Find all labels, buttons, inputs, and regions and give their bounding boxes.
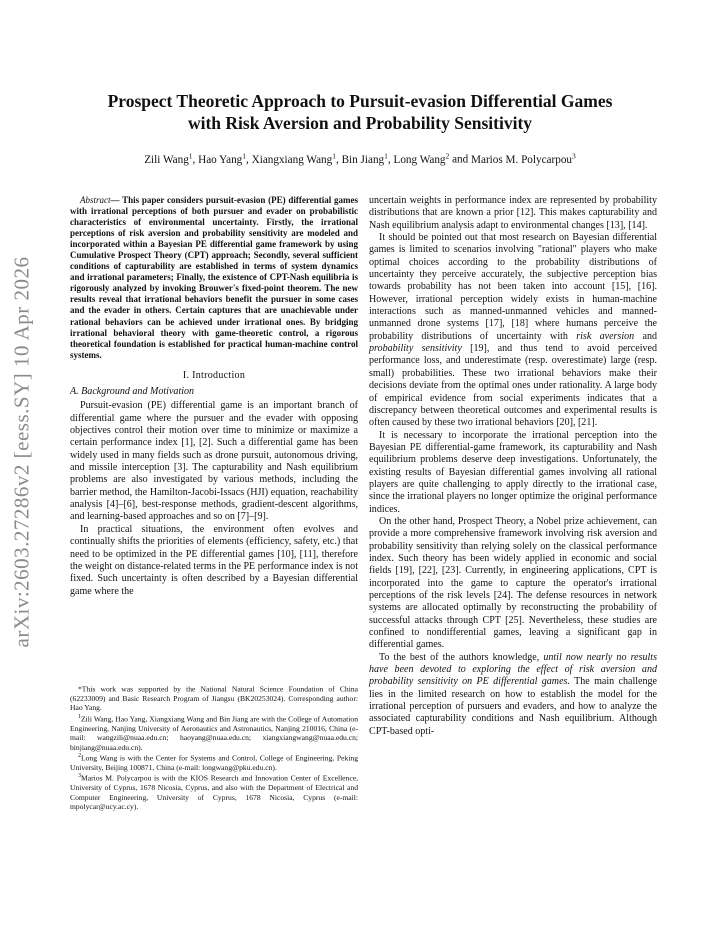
- abstract-text: — This paper considers pursuit-evasion (PE) differential games with irrational perceptions of both pursuer and evader on probabilistic characteristics of environmental uncertainty. Firstly, the irrational perceptions of risk aversion and probability sensitivity are modeled and incorporated within a Bayesian PE differential game framework by using Cumulative Prospect Theory (CPT) approach; Secondly, several sufficient conditions of capturability are established in terms of system dynamics and irrational parameters; Finally, the existence of CPT-Nash equilibria is rigorously analyzed by invoking Brouwer's fixed-point theorem. The new results reveal that irrational behaviors benefit the pursuer in some cases and the evader in others. Certain captures that are unachievable under rational behaviors can be achieved under irrational ones. By bridging irrational behavioral theory with game-theoretic control, a rigorous theoretical foundation is established for practical human-machine control systems.: [70, 195, 358, 360]
- author: Bin Jiang$^1$: [341, 151, 388, 166]
- author: Xiangxiang Wang$^1$: [251, 151, 336, 166]
- paragraph: uncertain weights in performance index are represented by probability distributions that are known a prior [12]. This makes capturability and Nash equilibrium analysis adapt to environmental changes [13], [14].: [369, 195, 657, 231]
- paragraph: It should be pointed out that most research on Bayesian differential games is limited to scenarios involving "rational" players who make optimal choices according to the probability distributions of uncertainty they perceive accurately, the subjective perception bias towards probability has not been taken into account [15], [16]. However, irrational perception widely exists in human-machine interactions such as manned-unmanned vehicles and manned-unmanned drone systems [17], [18] where humans perceive the probability distributions of uncertainty with risk aversion and probability sensitivity [19], and thus tend to avoid perceived performance loss, and underestimate (resp. overestimate) large (resp. small) probabilities. These two irrational behaviors make their decisions deviate from the optimal ones under rationality. A large body of empirical evidence from social experiments indicates that a discrepancy between theoretical outcomes and experimental results is often caused by these two irrational behaviors [20], [21].: [369, 232, 657, 429]
- arxiv-sidebar: [0, 0, 40, 932]
- author: Long Wang$^2$: [393, 151, 450, 166]
- paragraph: It is necessary to incorporate the irrational perception into the Bayesian PE differential-game framework, its capturability and Nash equilibrium problems deserve deep investigations. Unfortunately, the existing results of Bayesian differential games involving all rational players are quite challenging to apply directly to the irrational case, since the irrational players no longer optimize the original performance indices.: [369, 429, 657, 515]
- footnote: $^1$Zili Wang, Hao Yang, Xiangxiang Wang and Bin Jiang are with the College of Automation Engineering, Nanjing University of Aeronautics and Astronautics, Nanjing 210016, China (e-mail: wangzili@nuaa.edu.cn; haoyang@nuaa.edu.cn; xiangxiangwang@nuaa.edu.cn; binjiang@nuaa.edu.cn).: [70, 713, 358, 752]
- title-line-1: Prospect Theoretic Approach to Pursuit-evasion Differential Games: [107, 91, 613, 111]
- paragraph: In practical situations, the environment often evolves and continually shifts the priorities of elements (efficiency, safety, etc.) that need to be optimized in the PE differential games [10], [11], therefore the weight on distance-related terms in the PE performance index is not fixed. Such uncertainty is often described by a Bayesian differential game where the: [70, 523, 358, 597]
- footnote: $^2$Long Wang is with the Center for Systems and Control, College of Engineering, Peking University, Beijing 100871, China (e-mail: longwang@pku.edu.cn).: [70, 752, 358, 772]
- paper-title: [70, 90, 650, 134]
- subsection-heading: A. Background and Motivation: [70, 386, 195, 398]
- author-list: Zili Wang$^1$, Hao Yang$^1$, Xiangxiang Wang$^1$, Bin Jiang$^1$, Long Wang$^2$ and Marios M. Polycarpou$^3$: [144, 151, 576, 166]
- footnote: *This work was supported by the National Natural Science Foundation of China (62233009) and Basic Research Program of Jiangsu (BK20253024). Corresponding author: Hao Yang.: [70, 684, 358, 713]
- left-column: [70, 195, 358, 598]
- paragraph: On the other hand, Prospect Theory, a Nobel prize achievement, can provide a more comprehensive framework involving risk aversion and probability sensitivity than relying solely on the classical performance index. Such theory has been widely applied in economic and social fields [19], [22], [23]. Currently, in engineering applications, CPT is incorporated into the game to capture the operator's irrational perceptions of the risk levels [24]. The defense resources in network systems are allocated optimally by reconstructing the probability of successful attacks through CPT [25]. Nevertheless, these studies are confined to nondifferential games, leaving a significant gap in differential games.: [369, 515, 657, 651]
- paragraph: Pursuit-evasion (PE) differential game is an important branch of differential game where the pursuer and the evader with opposing objectives control their motion over time to minimize or maximize a certain performance index [1], [2]. Such a differential game has been widely used in many fields such as drone pursuit, autonomous driving, and missile interception [3]. The capturability and Nash equilibrium problems are also investigated by various methods, including the barrier method, the Hamilton-Jacobi-Issacs (HJI) equation, reachability analysis [4]–[6], best-response methods, gradient-descent algorithms, and learning-based approaches and so on [7]–[9].: [70, 400, 358, 523]
- footnote: $^3$Marios M. Polycarpou is with the KIOS Research and Innovation Center of Excellence, University of Cyprus, 1678 Nicosia, Cyprus, and also with the Department of Electrical and Computer Engineering, University of Cyprus, 1678 Nicosia, Cyprus (e-mail: mpolycar@ucy.ac.cy).: [70, 773, 358, 811]
- arxiv-identifier: arXiv:2603.27286v2 [eess.SY] 10 Apr 2026: [9, 256, 34, 648]
- author: Marios M. Polycarpou$^3$: [471, 151, 576, 166]
- right-column: [369, 195, 657, 738]
- abstract-label: Abstract: [80, 195, 111, 205]
- section-heading: I. Introduction: [182, 369, 246, 381]
- paragraph: To the best of the authors knowledge, until now nearly no results have been devoted to exploring the effect of risk aversion and probability sensitivity on PE differential games. The main challenge lies in the limited research on how to establish the model for the irrational perception of pursuers and evaders, and how to analyze the associated capturability conditions and Nash equilibrium. Although CPT-based opti-: [369, 651, 657, 737]
- author: Zili Wang$^1$: [144, 151, 193, 166]
- abstract: [70, 195, 358, 361]
- author: Hao Yang$^1$: [198, 151, 247, 166]
- footnotes: [70, 683, 358, 811]
- title-line-2: with Risk Aversion and Probability Sensitivity: [187, 113, 533, 133]
